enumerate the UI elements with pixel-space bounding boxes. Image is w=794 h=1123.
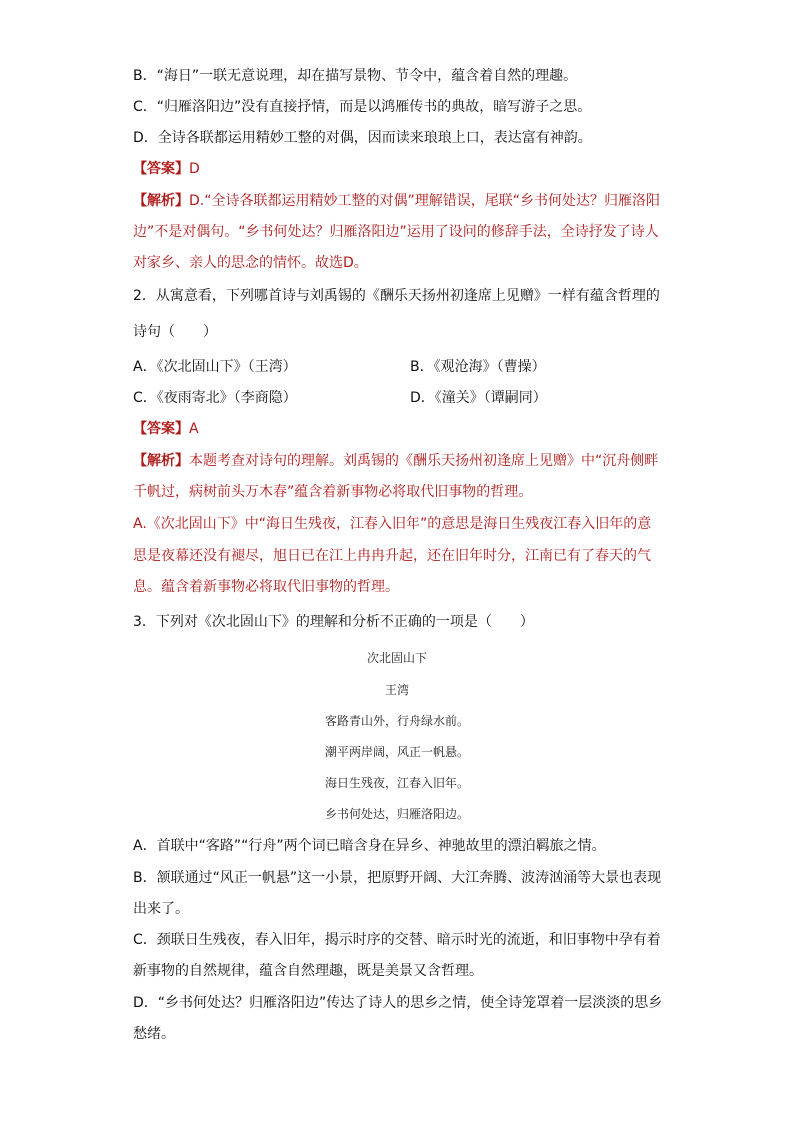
analysis-tag: 【解析】 [133,193,189,209]
q1-option-c: C．“归雁洛阳边”没有直接抒情，而是以鸿雁传书的典故，暗写游子之思。 [133,99,592,115]
poem-line-4: 乡书何处达，归雁洛阳边。 [324,807,469,821]
answer-value: A [189,421,199,437]
analysis-text: D.“全诗各联都运用精妙工整的对偶”理解错误，尾联“乡书何处达？归雁洛阳 [189,193,660,209]
q3-option-d-line-2: 愁绪。 [133,1026,175,1042]
q2-stem-line-1: 2．从寓意看，下列哪首诗与刘禹锡的《酬乐天扬州初逢席上见赠》一样有蕴含哲理的 [133,288,660,304]
q3-option-b-line-1: B．颔联通过“风正一帆悬”这一小景，把原野开阔、大江奔腾、波涛汹涌等大景也表现 [133,870,662,886]
q2-stem-line-2: 诗句（ ） [133,324,217,340]
poem-title: 次北固山下 [366,651,427,665]
q1-option-d: D．全诗各联都运用精妙工整的对偶，因而读来琅琅上口，表达富有神韵。 [133,130,592,146]
poem-author: 王湾 [384,683,409,697]
q1-answer [133,159,200,179]
q2-analysis-line-1 [133,451,658,471]
q2-analysis-line-4: 思是夜幕还没有褪尽，旭日已在江上冉冉升起，还在旧年时分，江南已有了春天的气 [133,548,651,564]
q3-option-c-line-2: 新事物的自然规律，蕴含自然理趣，既是美景又含哲理。 [133,963,483,979]
q1-option-b: B．“海日”一联无意说理，却在描写景物、节令中，蕴含着自然的理趣。 [133,68,578,84]
q3-option-c-line-1: C．颈联日生残夜，春入旧年，揭示时序的交替、暗示时光的流逝，和旧事物中孕有着 [133,932,661,948]
q2-analysis-line-5: 息。蕴含着新事物必将取代旧事物的哲理。 [133,579,399,595]
poem-line-1: 客路青山外，行舟绿水前。 [324,714,469,728]
analysis-text: 本题考查对诗句的理解。刘禹锡的《酬乐天扬州初逢席上见赠》中“沉舟侧畔 [189,453,659,469]
poem-line-3: 海日生残夜，江春入旧年。 [324,776,469,790]
analysis-tag: 【解析】 [133,453,189,469]
q2-option-d: D．《潼关》（谭嗣同） [410,390,547,406]
q3-option-d-line-1: D．“乡书何处达？归雁洛阳边”传达了诗人的思乡之情，使全诗笼罩着一层淡淡的思乡 [133,995,663,1011]
q1-analysis-line-2: 边”不是对偶句。“乡书何处达？归雁洛阳边”运用了设问的修辞手法，全诗抒发了诗人 [133,224,659,240]
q2-option-a: A．《次北固山下》（王湾） [133,359,297,375]
q2-analysis-line-3: A.《次北固山下》中“海日生残夜，江春入旧年”的意思是海日生残夜江春入旧年的意 [133,516,652,532]
answer-tag: 【答案】 [133,421,189,437]
q1-analysis-line-3: 对家乡、亲人的思念的情怀。故选D。 [133,255,368,271]
q3-option-b-line-2: 出来了。 [133,901,189,917]
q2-answer [133,419,199,439]
q1-analysis-line-1 [133,191,660,211]
q3-stem: 3．下列对《次北固山下》的理解和分析不正确的一项是（ ） [133,614,534,630]
q3-option-a: A．首联中“客路”“行舟”两个词已暗含身在异乡、神驰故里的漂泊羁旅之情。 [133,838,606,854]
q2-option-b: B．《观沧海》（曹操） [410,359,546,375]
q2-option-c: C．《夜雨寄北》（李商隐） [133,390,297,406]
q2-analysis-line-2: 千帆过，病树前头万木春”蕴含着新事物必将取代旧事物的哲理。 [133,484,533,500]
answer-tag: 【答案】 [133,161,189,177]
poem-line-2: 潮平两岸阔，风正一帆悬。 [324,745,469,759]
answer-value: D [189,161,200,177]
